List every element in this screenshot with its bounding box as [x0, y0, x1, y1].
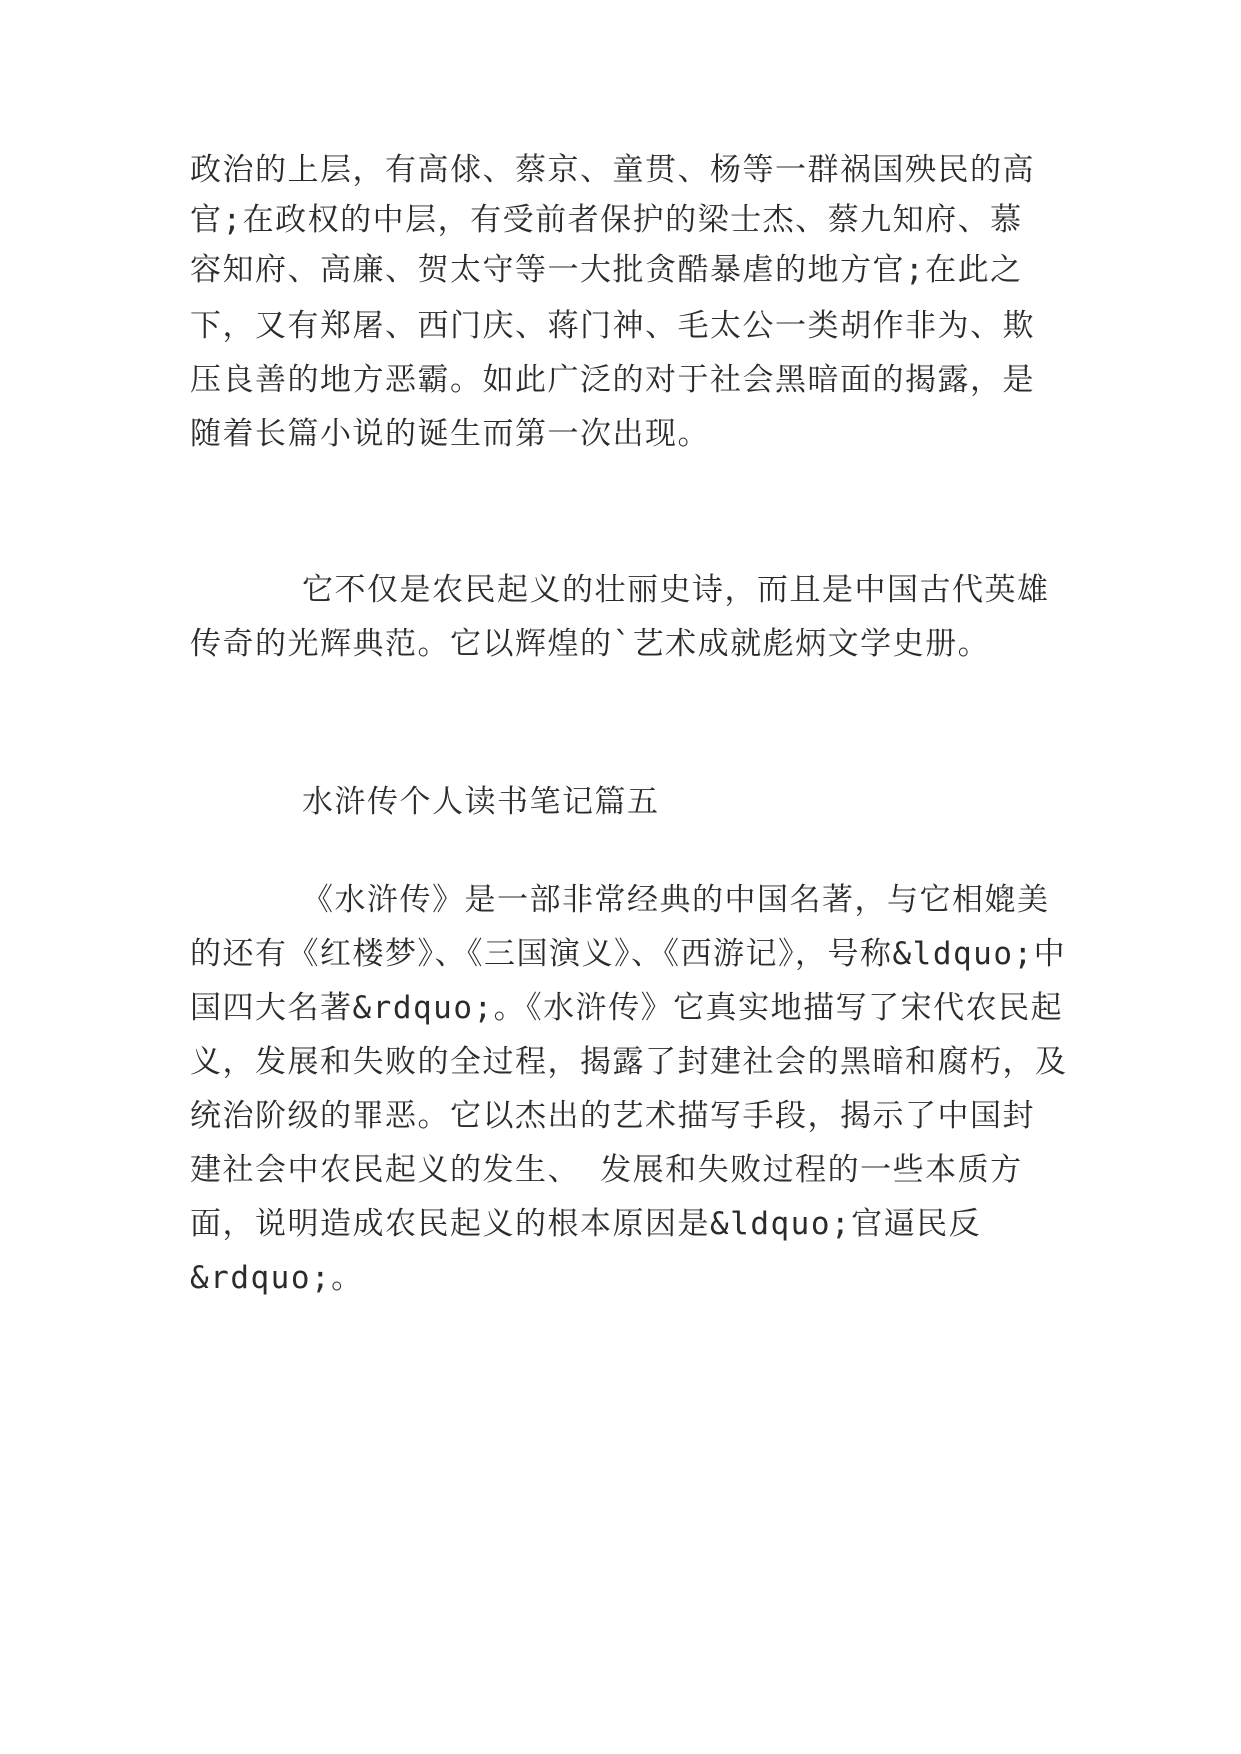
paragraph-line: 政治的上层，有高俅、蔡京、童贯、杨等一群祸国殃民的高 — [190, 152, 1035, 188]
paragraph-line: 官;在政权的中层，有受前者保护的梁士杰、蔡九知府、慕 — [190, 202, 1023, 238]
paragraph-line: 国四大名著&rdquo;。《水浒传》它真实地描写了宋代农民起 — [190, 990, 1064, 1026]
paragraph-line: 的还有《红楼梦》、《三国演义》、《西游记》，号称&ldquo;中 — [190, 936, 1067, 972]
paragraph-line: 建社会中农民起义的发生、 发展和失败过程的一些本质方 — [190, 1152, 1023, 1188]
paragraph-line: 面，说明造成农民起义的根本原因是&ldquo;官逼民反 — [190, 1206, 982, 1242]
paragraph-line: 压良善的地方恶霸。如此广泛的对于社会黑暗面的揭露，是 — [190, 362, 1035, 398]
paragraph-line: 传奇的光辉典范。它以辉煌的`艺术成就彪炳文学史册。 — [190, 626, 991, 662]
paragraph-line: 下，又有郑屠、西门庆、蒋门神、毛太公一类胡作非为、欺 — [190, 308, 1035, 344]
section-heading: 水浒传个人读书笔记篇五 — [302, 784, 660, 820]
paragraph-line: 随着长篇小说的诞生而第一次出现。 — [190, 416, 710, 452]
paragraph-line: 《水浒传》是一部非常经典的中国名著，与它相媲美 — [302, 882, 1050, 918]
paragraph-line: 它不仅是农民起义的壮丽史诗，而且是中国古代英雄 — [302, 572, 1050, 608]
paragraph-line: 统治阶级的罪恶。它以杰出的艺术描写手段，揭示了中国封 — [190, 1098, 1035, 1134]
paragraph-line: 义，发展和失败的全过程，揭露了封建社会的黑暗和腐朽，及 — [190, 1044, 1068, 1080]
paragraph-line: 容知府、高廉、贺太守等一大批贪酷暴虐的地方官;在此之 — [190, 252, 1023, 288]
paragraph-line: &rdquo;。 — [190, 1260, 364, 1296]
